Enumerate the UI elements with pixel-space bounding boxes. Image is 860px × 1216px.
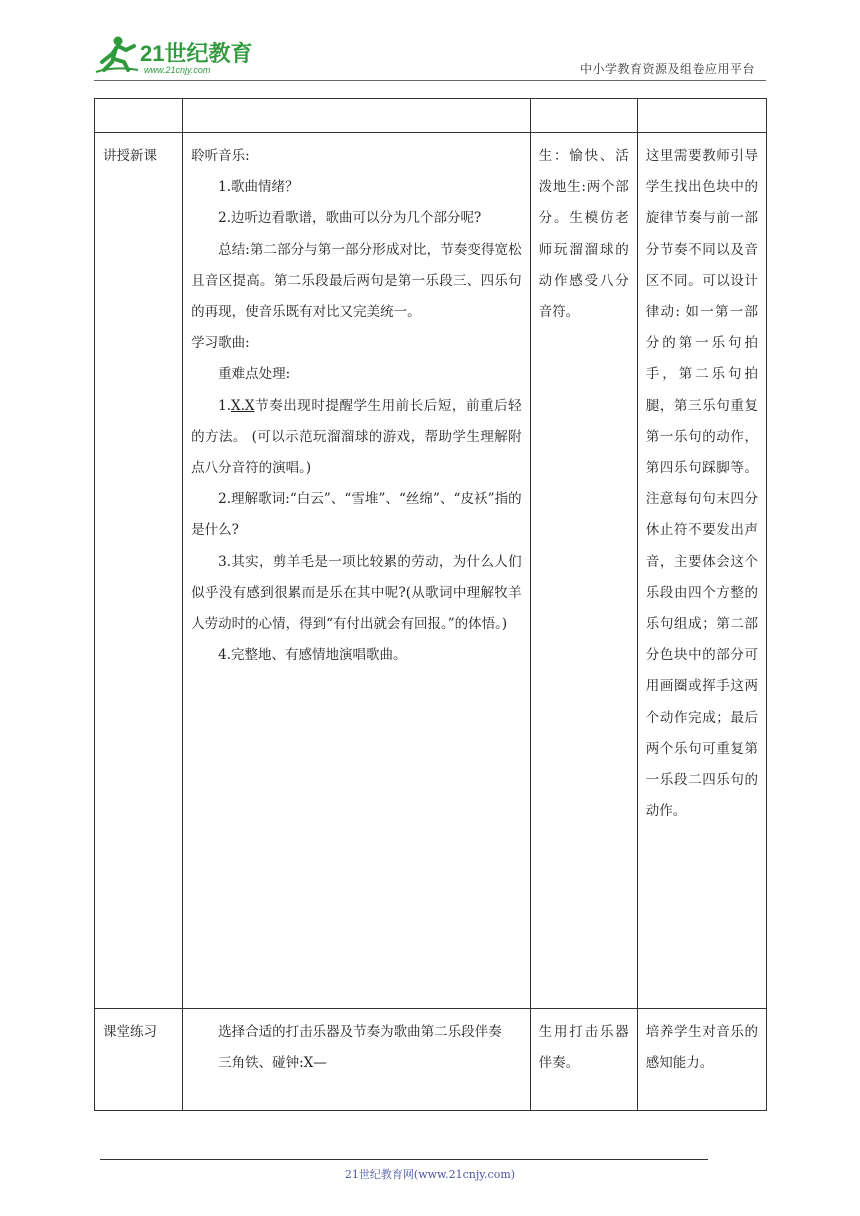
item-prefix: 1. xyxy=(218,397,232,414)
cell-empty xyxy=(95,99,183,133)
paragraph: 1.歌曲情绪？ xyxy=(218,179,299,196)
logo-url-text: www.21cnjy.com xyxy=(144,65,211,75)
site-label: 中小学教育资源及组卷应用平台 xyxy=(579,62,755,76)
paragraph: 学习歌曲: xyxy=(191,335,250,352)
item-text: 节奏出现时提醒学生用前长后短，前重后轻的方法。 (可以示范玩溜溜球的游戏，帮助学生理解附点八分音符的演唱。) xyxy=(191,397,522,477)
footer-divider xyxy=(100,1159,708,1160)
paragraph: 4.完整地、有感情地演唱歌曲。 xyxy=(218,647,407,664)
cell-empty xyxy=(637,99,766,133)
student-activity: 生：愉快、活泼地生:两个部分。生模仿老师玩溜溜球的动作感受八分音符。 xyxy=(530,133,637,1009)
rhythm-notation: X.X xyxy=(231,397,255,414)
teaching-content xyxy=(183,133,531,1009)
paragraph: 聆听音乐: xyxy=(191,148,250,164)
table-row xyxy=(95,133,767,1009)
cell-empty xyxy=(183,99,531,133)
paragraph: 三角铁、碰钟:X— xyxy=(218,1055,327,1072)
section-label: 课堂练习 xyxy=(95,1009,183,1111)
paragraph: 重难点处理: xyxy=(218,366,291,383)
student-activity: 生用打击乐器伴奏。 xyxy=(530,1009,637,1111)
footer-link[interactable]: 21世纪教育网(www.21cnjy.com) xyxy=(344,1168,516,1181)
site-logo[interactable] xyxy=(94,32,264,76)
header-divider xyxy=(94,80,766,81)
table-row xyxy=(95,1009,767,1111)
design-notes: 培养学生对音乐的感知能力。 xyxy=(637,1009,766,1111)
logo-main-text: 21世纪教育 xyxy=(140,41,253,66)
paragraph xyxy=(191,391,522,485)
design-notes: 这里需要教师引导学生找出色块中的旋律节奏与前一部分节奏不同以及音区不同。可以设计律动: 如一第一部分的第一乐句拍手，第二乐句拍腿，第三乐句重复第一乐句的动作，第四乐句踩脚等。注意每句句末四分休止符不要发出声音，主要体会这个乐段由四个方整的乐句组成；第二部分色块中的部分可用画圈或挥手这两个动作完成；最后两个乐句可重复第一乐段二四乐句的动作。 xyxy=(637,133,766,1009)
runner-icon xyxy=(96,37,138,73)
paragraph: 2.边听边看歌谱，歌曲可以分为几个部分呢? xyxy=(218,210,482,227)
table-row-top xyxy=(95,99,767,133)
lesson-table xyxy=(94,98,767,1111)
section-label: 讲授新课 xyxy=(95,133,183,1009)
paragraph: 3.其实，剪羊毛是一项比较累的劳动，为什么人们似乎没有感到很累而是乐在其中呢?(从歌词中理解牧羊人劳动时的心情，得到“有付出就会有回报。”的体悟。) xyxy=(191,553,522,633)
paragraph: 2.理解歌词:“白云”、“雪堆”、“丝绵”、“皮袄”指的是什么? xyxy=(191,491,522,539)
cell-empty xyxy=(530,99,637,133)
teaching-content xyxy=(183,1009,531,1111)
paragraph: 总结:第二部分与第一部分形成对比，节奏变得宽松且音区提高。第二乐段最后两句是第一乐段三、四乐句的再现，使音乐既有对比又完美统一。 xyxy=(191,241,522,321)
paragraph: 选择合适的打击乐器及节奏为歌曲第二乐段伴奏 xyxy=(218,1024,502,1040)
